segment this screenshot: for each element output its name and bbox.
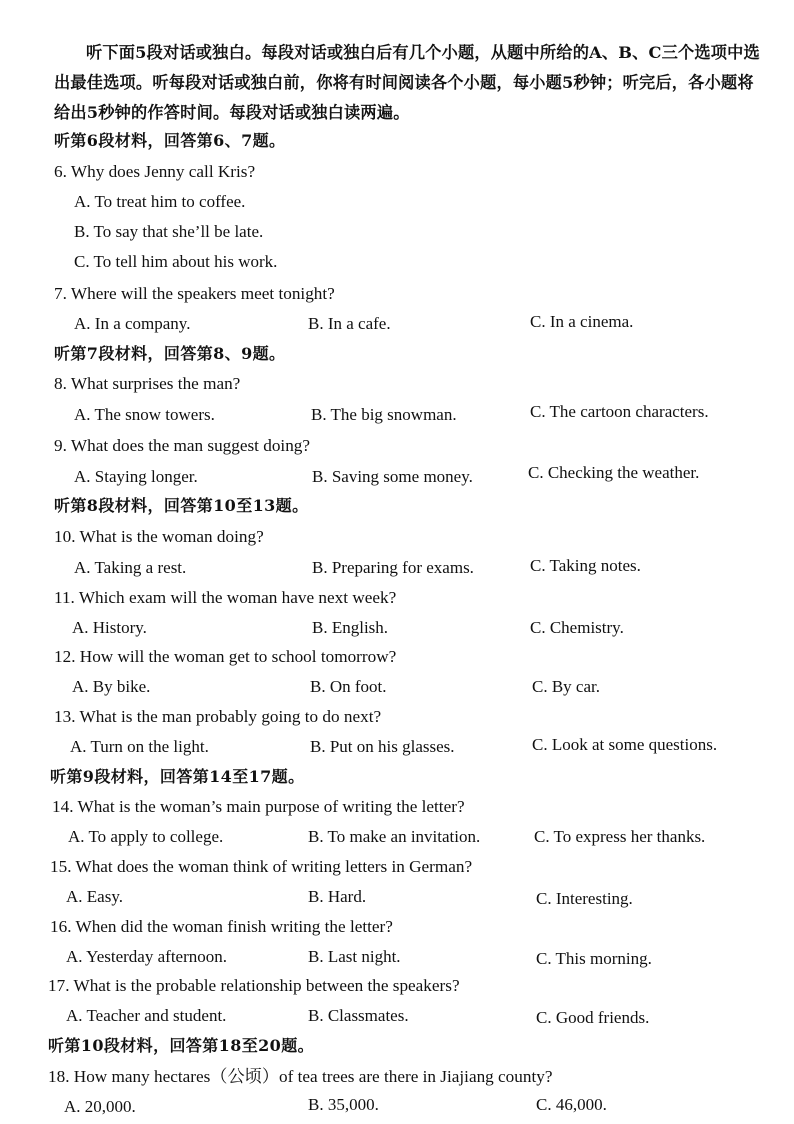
option-a: A. In a company. <box>74 314 191 333</box>
option-c: C. To express her thanks. <box>534 827 706 846</box>
question-18: 18. How many hectares（公顷）of tea trees are there in Jiajiang county? <box>48 1067 553 1086</box>
option-b: B. Saving some money. <box>312 467 473 486</box>
section-header: 听第6段材料，回答第6、7题。 <box>54 131 286 150</box>
option-c: C. Look at some questions. <box>532 735 718 754</box>
question-13: 13. What is the man probably going to do next? <box>54 707 382 726</box>
section-header: 听第8段材料，回答第10至13题。 <box>54 496 309 515</box>
section-header: 听第7段材料，回答第8、9题。 <box>54 344 286 363</box>
option-c: C. Taking notes. <box>530 556 641 575</box>
option-a: A. History. <box>72 618 147 637</box>
option-b: B. English. <box>312 618 389 637</box>
option-a: A. Yesterday afternoon. <box>66 947 227 966</box>
option-b: B. In a cafe. <box>308 314 391 333</box>
option-c: C. In a cinema. <box>530 312 634 331</box>
option-a: A. By bike. <box>72 677 151 696</box>
question-16: 16. When did the woman finish writing the letter? <box>50 917 393 936</box>
option-a: A. 20,000. <box>64 1097 136 1116</box>
option-a: A. Easy. <box>66 887 123 906</box>
listening-instructions: 听下面5段对话或独白。每段对话或独白后有几个小题，从题中所给的A、B、C三个选项中选出最佳选项。听每段对话或独白前，你将有时间阅读各个小题，每小题5秒钟；听完后，各小题将给出5秒钟的作答时间。每段对话或独白读两遍。 <box>54 43 760 122</box>
question-12: 12. How will the woman get to school tomorrow? <box>54 647 397 666</box>
option-a: A. Turn on the light. <box>70 737 209 756</box>
option-c: C. Interesting. <box>536 889 633 908</box>
question-11: 11. Which exam will the woman have next week? <box>54 588 397 607</box>
option-a: A. The snow towers. <box>74 405 215 424</box>
question-14: 14. What is the woman’s main purpose of writing the letter? <box>52 797 465 816</box>
option-b: B. Preparing for exams. <box>312 558 474 577</box>
option-c: C. Good friends. <box>536 1008 650 1027</box>
question-17: 17. What is the probable relationship between the speakers? <box>48 976 460 995</box>
option-a: A. Staying longer. <box>74 467 198 486</box>
option-a: A. To apply to college. <box>68 827 224 846</box>
option-c: C. The cartoon characters. <box>530 402 709 421</box>
option-c: C. Chemistry. <box>530 618 624 637</box>
option-b: B. To say that she’ll be late. <box>74 222 264 241</box>
option-b: B. 35,000. <box>308 1095 379 1114</box>
option-a: A. To treat him to coffee. <box>74 192 246 211</box>
option-c: C. By car. <box>532 677 600 696</box>
option-c: C. 46,000. <box>536 1095 607 1114</box>
option-a: A. Taking a rest. <box>74 558 187 577</box>
option-b: B. Hard. <box>308 887 367 906</box>
option-b: B. Put on his glasses. <box>310 737 455 756</box>
option-a: A. Teacher and student. <box>66 1006 227 1025</box>
option-b: B. The big snowman. <box>311 405 457 424</box>
question-7: 7. Where will the speakers meet tonight? <box>54 284 335 303</box>
question-6: 6. Why does Jenny call Kris? <box>54 162 256 181</box>
question-15: 15. What does the woman think of writing letters in German? <box>50 857 473 876</box>
question-10: 10. What is the woman doing? <box>54 527 264 546</box>
option-c: C. To tell him about his work. <box>74 252 278 271</box>
option-b: B. Last night. <box>308 947 401 966</box>
option-c: C. Checking the weather. <box>528 463 700 482</box>
question-8: 8. What surprises the man? <box>54 374 241 393</box>
option-b: B. On foot. <box>310 677 387 696</box>
option-b: B. To make an invitation. <box>308 827 481 846</box>
question-9: 9. What does the man suggest doing? <box>54 436 311 455</box>
option-c: C. This morning. <box>536 949 652 968</box>
option-b: B. Classmates. <box>308 1006 409 1025</box>
section-header: 听第10段材料，回答第18至20题。 <box>48 1036 314 1055</box>
section-header: 听第9段材料，回答第14至17题。 <box>50 767 305 786</box>
